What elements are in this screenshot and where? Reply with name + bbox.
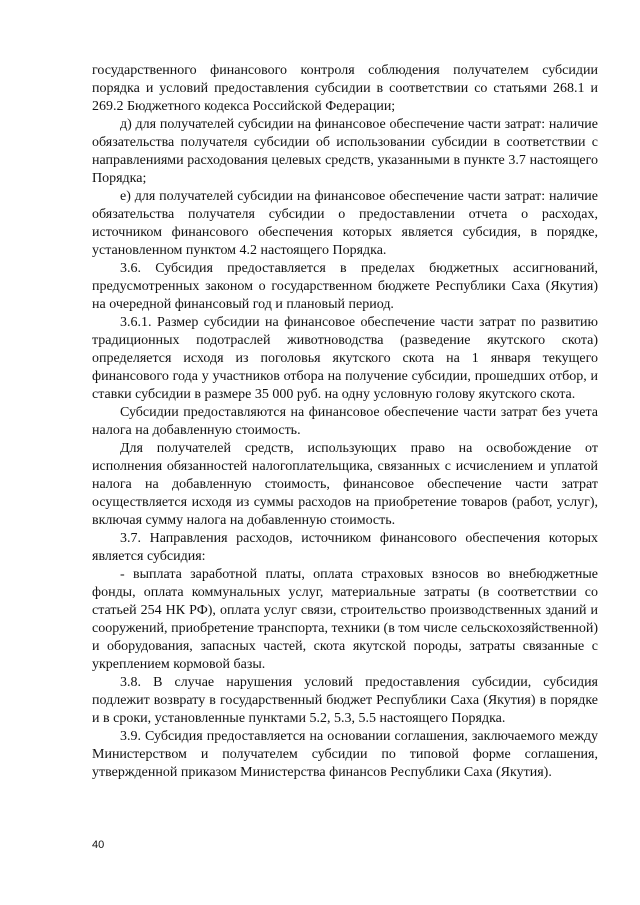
paragraph-clause-3-7: 3.7. Направления расходов, источником финансового обеспечения которых является субсидия: <box>92 531 598 564</box>
paragraph-clause-3-6: 3.6. Субсидия предоставляется в пределах бюджетных ассигнований, предусмотренных законом о государственном бюджете Республики Саха (Якутия) на очередной финансовый год и плановый период. <box>92 261 598 312</box>
paragraph-clause-3-6-1: 3.6.1. Размер субсидии на финансовое обеспечение части затрат по развитию традиционных подотраслей животноводства (разведение якутского скота) определяется исходя из поголовья якутского скота на 1 января текущего финансового года у участников отбора на получение субсидии, прошедших отбор, и ставки субсидии в размере 35 000 руб. на одну условную голову якутского скота. <box>92 315 598 402</box>
paragraph-item-e: е) для получателей субсидии на финансовое обеспечение части затрат: наличие обязательства получателя субсидии о предоставлении отчета о расходах, источником финансового обеспечения которых является субсидия, в порядке, установленном пунктом 4.2 настоящего Порядка. <box>92 189 598 258</box>
document-body <box>92 62 598 782</box>
paragraph-continuation: государственного финансового контроля соблюдения получателем субсидии порядка и условий предоставления субсидии в соответствии со статьями 268.1 и 269.2 Бюджетного кодекса Российской Федерации; <box>92 63 598 114</box>
page-number: 40 <box>92 839 105 851</box>
paragraph-vat-exempt: Для получателей средств, использующих право на освобождение от исполнения обязанностей налогоплательщика, связанных с исчислением и уплатой налога на добавленную стоимость, финансовое обеспечение части затрат осуществляется исходя из суммы расходов на приобретение товаров (работ, услуг), включая сумму налога на добавленную стоимость. <box>92 441 598 528</box>
paragraph-vat-exclusion: Субсидии предоставляются на финансовое обеспечение части затрат без учета налога на добавленную стоимость. <box>92 405 598 438</box>
paragraph-expense-list: - выплата заработной платы, оплата страховых взносов во внебюджетные фонды, оплата коммунальных услуг, материальные затраты (в соответствии со статьей 254 НК РФ), оплата услуг связи, строительство производственных зданий и сооружений, приобретение транспорта, техники (в том числе сельскохозяйственной) и оборудования, запасных частей, скота якутской породы, затраты связанные с укреплением кормовой базы. <box>92 567 598 672</box>
paragraph-clause-3-9: 3.9. Субсидия предоставляется на основании соглашения, заключаемого между Министерством и получателем субсидии по типовой форме соглашения, утвержденной приказом Министерства финансов Республики Саха (Якутия). <box>92 729 598 780</box>
paragraph-item-d: д) для получателей субсидии на финансовое обеспечение части затрат: наличие обязательства получателя субсидии об использовании субсидии в соответствии с направлениями расходования целевых средств, указанными в пункте 3.7 настоящего Порядка; <box>92 117 598 186</box>
paragraph-clause-3-8: 3.8. В случае нарушения условий предоставления субсидии, субсидия подлежит возврату в государственный бюджет Республики Саха (Якутия) в порядке и в сроки, установленные пунктами 5.2, 5.3, 5.5 настоящего Порядка. <box>92 675 598 726</box>
